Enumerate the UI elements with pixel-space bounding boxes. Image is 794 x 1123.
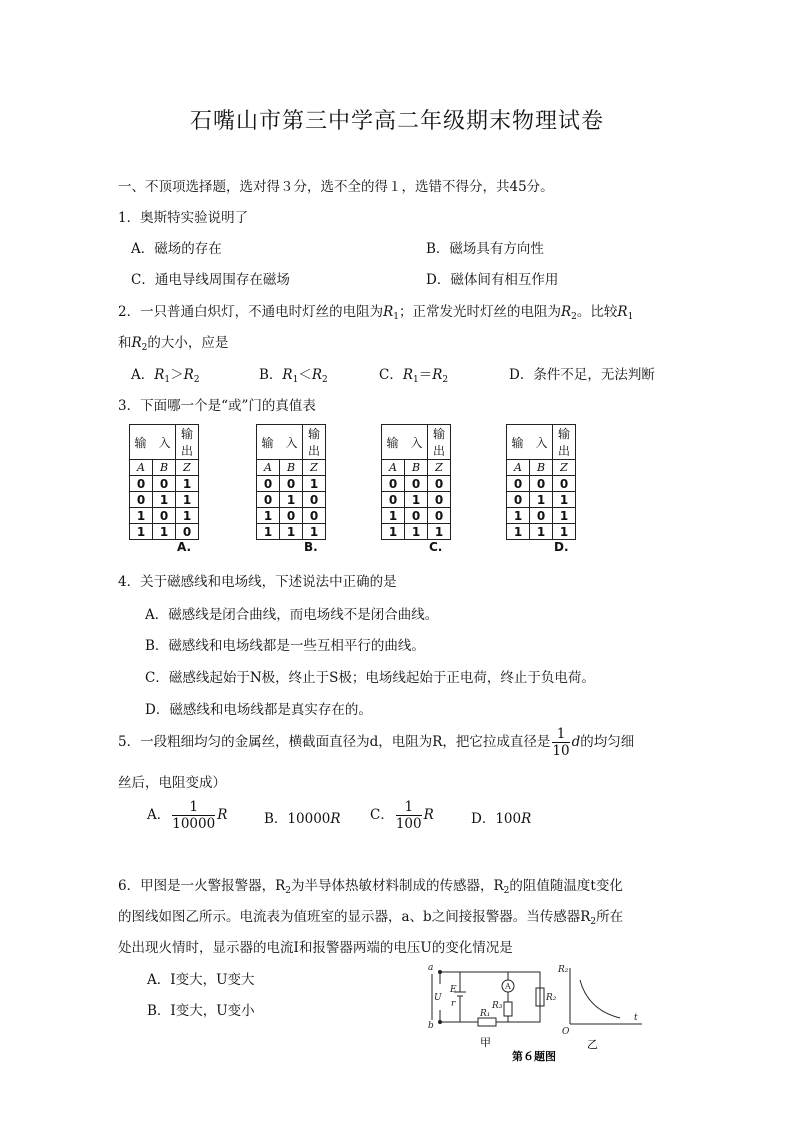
header-output: 输出 <box>428 425 451 460</box>
table-cell: 0 <box>507 492 530 508</box>
q5-stem-line2: 丝后，电阻变成） <box>118 775 226 791</box>
q2-stem-text: 2．一只普通白炽灯，不通电时灯丝的电阻为 <box>118 304 384 320</box>
table-cell: 0 <box>428 492 451 508</box>
table-cell: 0 <box>280 476 303 492</box>
table-row <box>130 508 199 524</box>
table-cell: 1 <box>257 508 280 524</box>
table-cell: 1 <box>553 492 576 508</box>
table-cell: 0 <box>405 508 428 524</box>
table-cell: 0 <box>405 476 428 492</box>
graph-y-label: R₂ <box>558 965 569 975</box>
table-row <box>507 476 576 492</box>
table-row <box>257 508 326 524</box>
table-cell: 1 <box>382 524 405 540</box>
fig-label-r3: R₃ <box>492 1001 503 1011</box>
header-input: 输 入 <box>130 425 176 460</box>
table-cell: 0 <box>553 476 576 492</box>
table-row <box>257 476 326 492</box>
table-cell: 0 <box>428 476 451 492</box>
table-cell: 1 <box>530 492 553 508</box>
fig-label-a: a <box>428 963 434 973</box>
table-cell: 0 <box>530 476 553 492</box>
fig-label-r: r <box>451 999 456 1009</box>
q4-option-b: B．磁感线和电场线都是一些互相平行的曲线。 <box>145 638 425 654</box>
table-cell: 1 <box>176 492 199 508</box>
q1-option-d: D．磁体间有相互作用 <box>426 272 559 288</box>
graph-origin-label: O <box>562 1027 570 1037</box>
q5-option-a: A． $\frac{1}{10000}$ R <box>147 799 228 832</box>
table-cell: 1 <box>130 508 153 524</box>
fig-caption: 第６题图 <box>512 1050 556 1063</box>
table-cell: 0 <box>257 476 280 492</box>
table-row <box>257 492 326 508</box>
terminal-a <box>438 970 442 974</box>
table-row <box>130 524 199 540</box>
col-b: B <box>405 460 428 476</box>
fig-label-r1: R₁ <box>480 1009 491 1019</box>
q4-option-c: C．磁感线起始于N极，终止于S极；电场线起始于正电荷，终止于负电荷。 <box>145 670 595 686</box>
col-a: A <box>382 460 405 476</box>
q2-option-b: B．$R_1<R_2$ <box>259 367 328 385</box>
table-cell: 1 <box>130 524 153 540</box>
header-output: 输出 <box>553 425 576 460</box>
fig-label-jia: 甲 <box>480 1036 491 1049</box>
header-input: 输 入 <box>507 425 553 460</box>
table-cell: 0 <box>176 524 199 540</box>
table-row <box>507 524 576 540</box>
col-a: A <box>257 460 280 476</box>
table-cell: 1 <box>507 524 530 540</box>
table-cell: 1 <box>303 476 326 492</box>
table-row <box>130 492 199 508</box>
table-cell: 0 <box>382 492 405 508</box>
truth-table-b <box>256 424 326 540</box>
q2-option-a: A．$R_1>R_2$ <box>131 367 200 385</box>
col-b: B <box>280 460 303 476</box>
q2-option-d: D．条件不足，无法判断 <box>509 367 655 383</box>
q5-option-c: C． $\frac{1}{100}$ R <box>370 799 434 832</box>
q5-fraction: $\frac{1}{10}$ <box>552 726 570 759</box>
table-cell: 1 <box>176 476 199 492</box>
fig-label-ammeter: A <box>505 982 511 991</box>
table-cell: 1 <box>530 524 553 540</box>
table-row <box>257 524 326 540</box>
table-cell: 0 <box>530 508 553 524</box>
table-row <box>507 508 576 524</box>
table-row <box>382 524 451 540</box>
q6-stem-line2: 的图线如图乙所示。电流表为值班室的显示器，a、b之间接报警器。当传感器$R_2$所在 <box>118 909 624 927</box>
table-cell: 0 <box>153 508 176 524</box>
terminal-b <box>438 1020 442 1024</box>
truth-table-label: D. <box>554 540 569 554</box>
header-input: 输 入 <box>257 425 303 460</box>
q5-stem-line1: 5．一段粗细均匀的金属丝，横截面直径为d，电阻为R，把它拉成直径是 $\frac{1}{10}$ d的均匀细 <box>118 726 635 759</box>
col-z: Z <box>428 460 451 476</box>
truth-table-label: C. <box>429 540 443 554</box>
table-cell: 1 <box>405 492 428 508</box>
table-cell: 1 <box>257 524 280 540</box>
q1-option-c: C．通电导线周围存在磁场 <box>131 272 290 288</box>
header-output: 输出 <box>176 425 199 460</box>
col-b: B <box>153 460 176 476</box>
q6-option-b: B．I变大，U变小 <box>147 1003 255 1019</box>
q5-option-b: B．10000R <box>264 811 341 827</box>
header-output: 输出 <box>303 425 326 460</box>
table-row <box>382 492 451 508</box>
q4-option-d: D．磁感线和电场线都是真实存在的。 <box>145 702 372 718</box>
q2-option-c: C．$R_1=R_2$ <box>379 367 449 385</box>
truth-table-a <box>129 424 199 540</box>
truth-table-label: A. <box>177 540 192 554</box>
table-cell: 0 <box>130 492 153 508</box>
q6-stem-line1: 6．甲图是一火警报警器，$R_2$为半导体热敏材料制成的传感器，$R_2$的阻值随温度t变化 <box>118 878 623 896</box>
table-cell: 0 <box>257 492 280 508</box>
q6-option-a: A．I变大，U变大 <box>147 972 255 988</box>
table-cell: 1 <box>553 524 576 540</box>
col-a: A <box>130 460 153 476</box>
table-cell: 0 <box>507 476 530 492</box>
q2-stem-line2: 和$R_2$的大小，应是 <box>118 335 229 353</box>
q1-stem: 1．奥斯特实验说明了 <box>118 210 249 226</box>
fig-label-u: U <box>434 993 442 1003</box>
table-cell: 1 <box>176 508 199 524</box>
table-row <box>382 508 451 524</box>
table-cell: 1 <box>405 524 428 540</box>
table-row <box>507 492 576 508</box>
table-cell: 1 <box>303 524 326 540</box>
truth-table-label: B. <box>304 540 318 554</box>
page-title: 石嘴山市第三中学高二年级期末物理试卷 <box>189 109 604 134</box>
table-cell: 1 <box>153 492 176 508</box>
fig-label-e: E <box>450 985 457 995</box>
q4-option-a: A．磁感线是闭合曲线，而电场线不是闭合曲线。 <box>145 607 439 623</box>
table-cell: 0 <box>303 492 326 508</box>
table-cell: 1 <box>382 508 405 524</box>
col-z: Z <box>303 460 326 476</box>
section-heading: 一、不顶项选择题，选对得３分，选不全的得１，选错不得分，共45分。 <box>118 179 554 195</box>
q4-stem: 4．关于磁感线和电场线，下述说法中正确的是 <box>118 574 397 590</box>
table-cell: 0 <box>130 476 153 492</box>
q3-stem: 3．下面哪一个是“或”门的真值表 <box>118 398 316 414</box>
truth-table-d <box>506 424 576 540</box>
graph-x-label: t <box>634 1013 638 1023</box>
table-row <box>382 476 451 492</box>
table-cell: 0 <box>382 476 405 492</box>
q2-stem-line1: 2．一只普通白炽灯，不通电时灯丝的电阻为$R_1$；正常发光时灯丝的电阻为$R_2$。比较$R_1$ <box>118 304 634 322</box>
table-cell: 0 <box>303 508 326 524</box>
col-z: Z <box>553 460 576 476</box>
table-cell: 1 <box>280 524 303 540</box>
col-a: A <box>507 460 530 476</box>
table-cell: 1 <box>153 524 176 540</box>
q1-option-b: B．磁场具有方向性 <box>426 241 544 257</box>
table-cell: 0 <box>428 508 451 524</box>
q6-circuit-figure <box>420 962 650 1067</box>
table-cell: 1 <box>553 508 576 524</box>
fig-label-r2: R₂ <box>546 993 557 1003</box>
fig-label-yi: 乙 <box>587 1038 598 1051</box>
truth-table-c <box>381 424 451 540</box>
table-cell: 0 <box>153 476 176 492</box>
table-cell: 0 <box>280 508 303 524</box>
table-row <box>130 476 199 492</box>
q5-option-d: D．100R <box>471 811 532 827</box>
table-cell: 1 <box>280 492 303 508</box>
header-input: 输 入 <box>382 425 428 460</box>
table-cell: 1 <box>428 524 451 540</box>
q6-stem-line3: 处出现火情时，显示器的电流I和报警器两端的电压U的变化情况是 <box>118 940 513 956</box>
q1-option-a: A．磁场的存在 <box>131 241 222 257</box>
table-cell: 1 <box>507 508 530 524</box>
col-b: B <box>530 460 553 476</box>
col-z: Z <box>176 460 199 476</box>
fig-label-b: b <box>428 1021 434 1031</box>
